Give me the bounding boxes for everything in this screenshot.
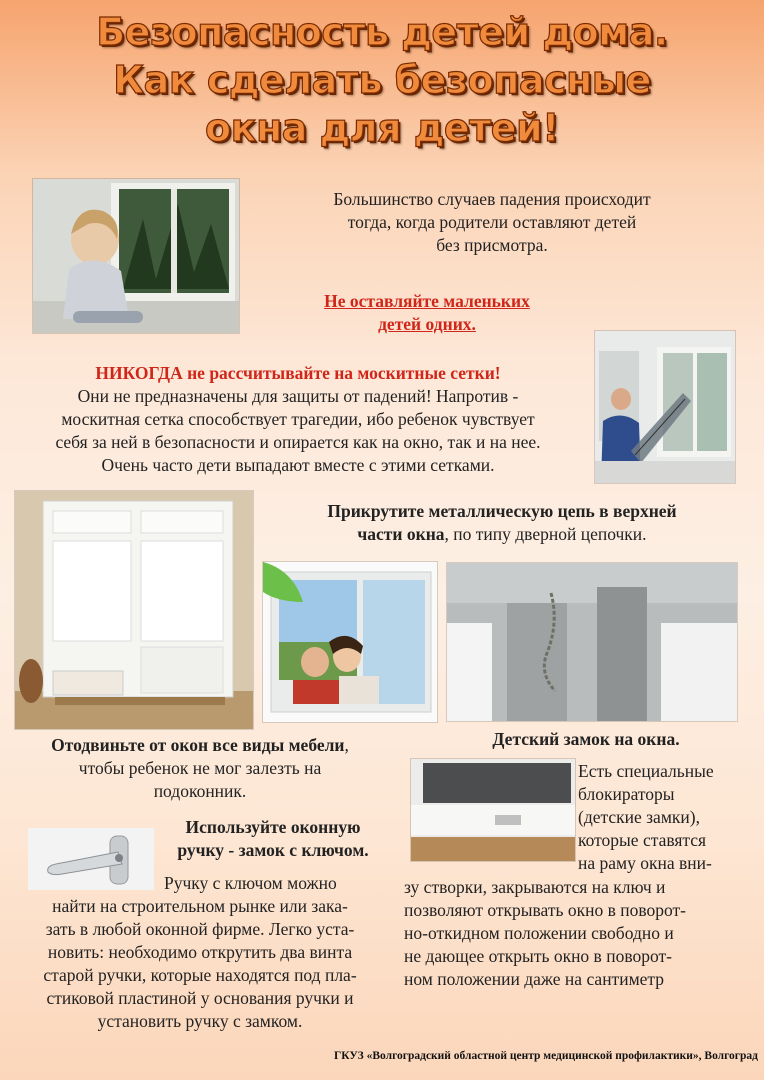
photo-child-at-window-image [33,179,239,333]
chain-bold-2: части окна [357,524,445,544]
title-line-2: Как сделать безопасные [113,58,651,102]
photo-balcony-door [14,490,254,730]
handle-heading [160,816,386,862]
lock-line-7: позволяют открывать окно в поворот- [404,900,686,920]
chain-line-1: Прикрутите металлическую цепь в верхней [327,501,677,521]
furniture-rest: , [344,735,349,755]
photo-balcony-door-image [15,491,253,729]
photo-mosquito-net [594,330,736,484]
intro-line-1: Большинство случаев падения происходит [333,189,651,209]
lock-line-6: зу створки, закрываются на ключ и [404,877,666,897]
warning-alone-line-2: детей одних. [378,314,476,334]
lock-line-10: ном положении даже на сантиметр [404,969,665,989]
warning-alone [262,290,592,336]
handle-heading-1: Используйте оконную [185,817,361,837]
photo-window-chain [446,562,738,722]
photo-child-at-window [32,178,240,334]
furniture-line-2: чтобы ребенок не мог залезть на [78,758,322,778]
footer-credit: ГКУЗ «Волгоградский областной центр медицинской профилактики», Волгоград [333,1050,758,1062]
warning-alone-line-1: Не оставляйте маленьких [324,291,530,311]
mosquito-line-1: Они не предназначены для защиты от падений! Напротив - [77,386,519,406]
lock-line-9: не дающее открыть окно в поворот- [404,946,672,966]
handle-line-1: Ручку с ключом можно [164,873,337,893]
lock-line-8: но-откидном положении свободно и [404,923,674,943]
lock-text-narrow [578,760,764,875]
title-line-1: Безопасность детей дома. [96,10,668,54]
lock-text-wide [404,876,764,991]
mosquito-line-2: москитная сетка способствует трагедии, ибо ребенок чувствует [61,409,535,429]
lock-heading: Детский замок на окна. [492,729,680,749]
photo-mother-child [262,561,438,723]
mosquito-section [6,362,590,477]
chain-rest: , по типу дверной цепочки. [444,524,647,544]
handle-line-7: установить ручку с замком. [97,1011,303,1031]
handle-line-5: старой ручки, которые находятся под пла- [43,965,357,985]
handle-heading-2: ручку - замок с ключом. [177,840,369,860]
furniture-section [6,734,394,803]
lock-line-3: (детские замки), [578,807,700,827]
photo-mosquito-net-image [595,331,735,483]
lock-line-5: на раму окна вни- [578,853,712,873]
furniture-line-1 [6,734,394,757]
mosquito-line-4: Очень часто дети выпадают вместе с этими сетками. [101,455,495,475]
title-line-3: окна для детей! [205,106,559,150]
furniture-line-3: подоконник. [153,781,247,801]
photo-child-lock-image [411,759,575,861]
photo-child-lock [410,758,576,862]
handle-line-4: новить: необходимо открутить два винта [47,942,353,962]
handle-line-6: стиковой пластиной у основания ручки и [46,988,354,1008]
intro-line-2: тогда, когда родители оставляют детей [347,212,637,232]
photo-mother-child-image [263,562,437,722]
handle-line-2: найти на строительном рынке или зака- [52,896,348,916]
mosquito-line-3: себя за ней в безопасности и опирается как на окно, так и на нее. [55,432,541,452]
intro-text [262,188,722,257]
chain-line-2 [262,523,742,546]
photo-window-chain-image [447,563,737,721]
intro-line-3: без присмотра. [436,235,548,255]
lock-line-1: Есть специальные [578,761,714,781]
furniture-bold: Отодвиньте от окон все виды мебели [51,735,345,755]
mosquito-heading: НИКОГДА не рассчитывайте на москитные сетки! [95,363,501,383]
page-title [0,8,764,152]
chain-section [262,500,742,546]
lock-line-2: блокираторы [578,784,675,804]
lock-line-4: которые ставятся [578,830,707,850]
handle-line-3: зать в любой оконной фирме. Легко уста- [45,919,355,939]
handle-text [6,872,394,1033]
